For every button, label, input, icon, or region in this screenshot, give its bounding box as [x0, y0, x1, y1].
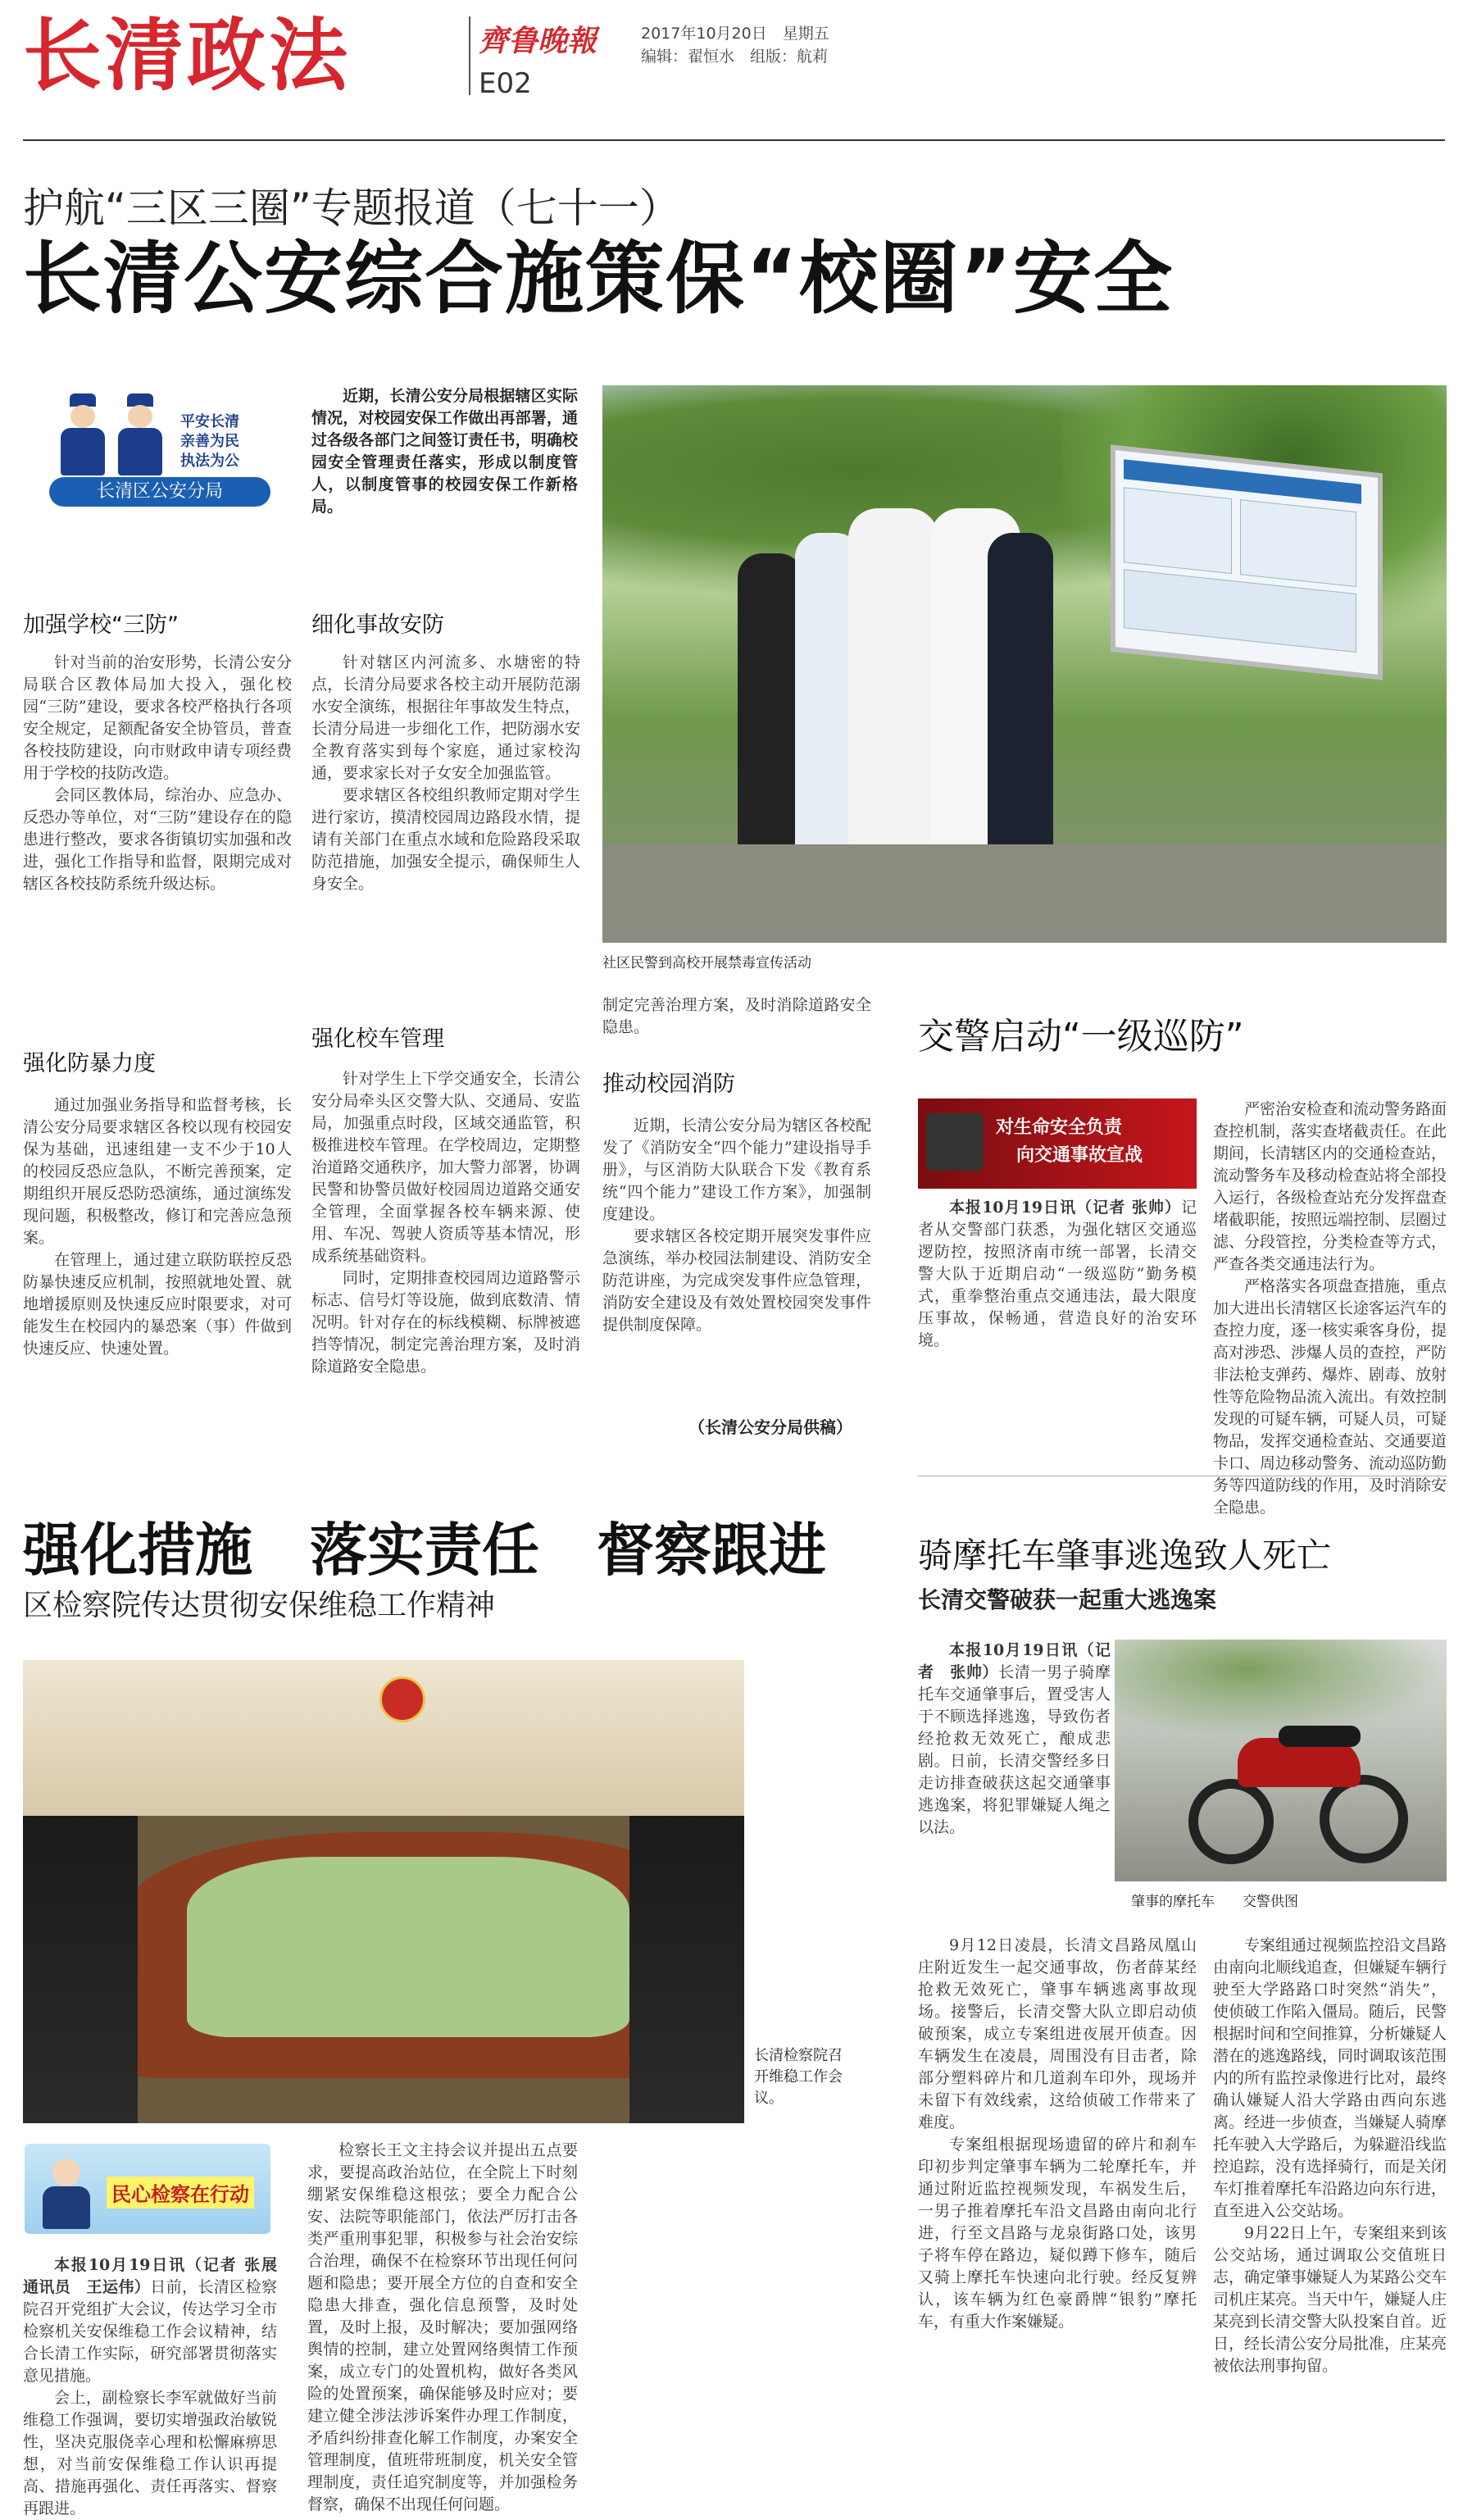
paragraph: 通过加强业务指导和监督考核，长清公安分局要求辖区各校以现有校园安保为基础，迅速组建一支不少于10人的校园反恐应急队，不断完善预案，定期组织开展反恐防恐演练，通过演练发现问题，积极整改，修订和完善应急预案。	[23, 1096, 292, 1247]
police-logo	[25, 385, 295, 516]
sec1-title: 加强学校“三防”	[23, 612, 179, 638]
masthead-rule	[23, 139, 1445, 141]
story1-col3	[602, 1115, 871, 1336]
badge-text: 民心检察在行动	[107, 2177, 254, 2208]
sec3-title: 细化事故安防	[311, 612, 444, 638]
paragraph: 严格落实各项盘查措施，重点加大进出长清辖区长途客运汽车的查控力度，逐一核实乘客身份，提高对涉恐、涉爆人员的查控，严防非法枪支弹药、爆炸、剧毒、放射性等危险物品流入流出。有效控制发现的可疑车辆，可疑人员，可疑物品，发挥交通检查站、交通要道卡口、周边移动警务、流动巡防勤务等四道防线的作用，及时消除安全隐患。	[1213, 1277, 1447, 1517]
story3-headline: 强化措施 落实责任 督察跟进	[23, 1517, 826, 1584]
logo-slogan-3: 执法为公	[180, 453, 239, 470]
story1-col3-cont	[602, 994, 871, 1039]
story1-col1a	[23, 652, 292, 895]
story4-col1b	[918, 1935, 1197, 2333]
police-officer-icon	[115, 393, 164, 475]
story2-headline: 交警启动“一级巡防”	[918, 1016, 1244, 1058]
paragraph: 制定完善治理方案，及时消除道路安全隐患。	[602, 996, 871, 1036]
police-officer-icon	[57, 393, 107, 475]
paragraph: 本报10月19日讯（记者 张帅）长清一男子骑摩托车交通肇事后，置受害人于不顾选择逃逸，导致伤者经抢救无效死亡，酿成悲剧。日前，长清交警经多日走访排查破获这起交通肇事逃逸案，将犯罪嫌疑人绳之以法。	[918, 1641, 1111, 1836]
story1-lead	[311, 385, 578, 518]
masthead	[0, 0, 1463, 102]
editor-line: 编辑：翟恒水 组版：航莉	[641, 48, 829, 66]
lead-text: 近期，长清公安分局根据辖区实际情况，对校园安保工作做出再部署，通过各级各部门之间签订责任书，明确校园安全管理责任落实，形成以制度管人，以制度管事的校园安保工作新格局。	[311, 387, 578, 516]
paragraph: 本报10月19日讯（记者 张展 通讯员 王运伟）日前，长清区检察院召开党组扩大会议，传达学习全市检察机关安保维稳工作会议精神，结合长清工作实际，研究部署贯彻落实意见措施。	[23, 2256, 293, 2385]
paragraph: 要求辖区各校定期开展突发事件应急演练，举办校园法制建设、消防安全防范讲座，为完成突发事件应急管理，消防安全建设及有效处置校园突发事件提供制度保障。	[602, 1227, 871, 1334]
sec5-title: 推动校园消防	[602, 1071, 735, 1097]
story3-subhead: 区检察院传达贯彻安保维稳工作精神	[23, 1589, 496, 1622]
story2-col2	[1213, 1099, 1447, 1519]
paragraph: 在管理上，通过建立联防联控反恐防暴快速反应机制，按照就地处置、就地增援原则及快速反应时限要求，对可能发生在校园内的暴恐案（事）件做到快速反应、快速处置。	[23, 1251, 292, 1358]
date-line: 2017年10月20日 星期五	[641, 25, 829, 43]
section-title: 长清政法	[23, 10, 351, 102]
sec4-title: 强化校车管理	[311, 1026, 444, 1052]
paragraph: 9月12日凌晨，长清文昌路凤凰山庄附近发生一起交通事故，伤者薛某经抢救无效死亡，肇事车辆逃离事故现场。接警后，长清交警大队立即启动侦破预案，成立专案组进夜展开侦查。因车辆发生在凌晨，周围没有目击者，除部分塑料碎片和几道刹车印外，现场并未留下有效线索，这给侦破工作带来了难度。	[918, 1936, 1197, 2131]
motorcycle-photo-caption: 肇事的摩托车 交警供图	[1131, 1894, 1298, 1910]
logo-slogan-1: 平安长清	[180, 413, 239, 430]
story2-banner	[918, 1099, 1197, 1189]
story1-headline: 长清公安综合施策保“校圈”安全	[23, 233, 1174, 325]
masthead-divider	[469, 16, 470, 95]
story4-col1	[918, 1640, 1111, 1839]
story4-col2	[1213, 1935, 1447, 2377]
paragraph: 9月22日上午，专案组来到该公交站场，通过调取公交值班日志，确定肇事嫌疑人为某路公交车司机庄某亮。当天中午，嫌疑人庄某亮到长清交警大队投案自首。近日，经长清公安分局批准，庄某亮被依法刑事拘留。	[1213, 2224, 1447, 2375]
story1-kicker: 护航“三区三圈”专题报道（七十一）	[23, 184, 680, 232]
paragraph: 专案组根据现场遗留的碎片和刹车印初步判定肇事车辆为二轮摩托车，并通过附近监控视频发现，车祸发生后，一男子推着摩托车沿文昌路由南向北行进，行至文昌路与龙泉街路口处，该男子将车停在路边，疑似蹲下修车，随后又骑上摩托车快速向北行驶。经反复辨认，该车辆为红色豪爵牌“银豹”摩托车，有重大作案嫌疑。	[918, 2136, 1197, 2331]
story1-col2b	[311, 1068, 580, 1378]
story2-col1	[918, 1197, 1197, 1352]
sec2-title: 强化防暴力度	[23, 1051, 156, 1076]
paragraph: 专案组通过视频监控沿文昌路由南向北顺线追查，但嫌疑车辆行驶至大学路路口时突然“消失”，使侦破工作陷入僵局。随后，民警根据时间和空间推算，分析嫌疑人潜在的逃逸路线，同时调取该范围内的所有监控录像进行比对，最终确认嫌疑人沿大学路由西向东逃离。经进一步侦查，当嫌疑人骑摩托车驶入大学路后，为躲避沿线监控追踪，没有选择骑行，而是关闭车灯推着摩托车沿路边向东行进，直至进入公交站场。	[1213, 1936, 1447, 2220]
paragraph: 近期，长清公安分局为辖区各校配发了《消防安全“四个能力”建设指导手册》，与区消防大队联合下发《教育系统“四个能力”建设工作方案》，加强制度建设。	[602, 1117, 871, 1223]
motorcycle-photo	[1115, 1640, 1447, 1881]
story3-badge	[25, 2144, 270, 2234]
page-number: E02	[479, 67, 532, 100]
banner-line2: 向交通事故宣战	[1016, 1145, 1143, 1166]
paragraph: 会上，副检察长李军就做好当前维稳工作强调，要切实增强政治敏锐性，坚决克服侥幸心理和松懈麻痹思想，对当前安保维稳工作认识再提高、措施再强化、责任再落实、督察再跟进。	[23, 2389, 277, 2518]
paragraph: 针对辖区内河流多、水塘密的特点，长清分局要求各校主动开展防范溺水安全演练，根据往年事故发生特点，长清分局进一步细化工作，把防溺水安全教育落实到每个家庭，通过家校沟通，要求家长对子女安全加强监管。	[311, 653, 580, 782]
story1-col2a	[311, 652, 580, 895]
prosecutor-icon	[38, 2158, 95, 2229]
paragraph: 本报10月19日讯（记者 张帅）记者从交警部门获悉，为强化辖区交通巡逻防控，按照济南市统一部署，长清交警大队于近期启动“一级巡防”勤务模式，重拳整治重点交通违法，最大限度压事故，保畅通，营造良好的治安环境。	[918, 1199, 1197, 1349]
paragraph: 针对学生上下学交通安全，长清公安分局牵头区交警大队、交通局、安监局，加强重点时段，区域交通监管，积极推进校车管理。在学校周边，定期整治道路交通秩序，加大警力部署，协调民警和协警员做好校园周边道路交通安全管理，全面掌握各校车辆来源、使用、车况、驾驶人资质等基本情况，形成系统基础资料。	[311, 1070, 580, 1265]
logo-bureau: 长清区公安分局	[49, 477, 270, 507]
banner-line1: 对生命安全负责	[996, 1117, 1123, 1138]
paragraph: 检察长王文主持会议并提出五点要求，要提高政治站位，在全院上下时刻绷紧安保维稳这根弦；要全力配合公安、法院等职能部门，依法严厉打击各类严重刑事犯罪，积极参与社会治安综合治理，确保不在检察环节出现任何问题和隐患；要开展全方位的自查和安全隐患大排查，强化信息预警，及时处置，及时上报，及时解决；要加强网络舆情的控制，建立处置网络舆情工作预案，成立专门的处置机构，做好各类风险的处置预案，确保能够及时应对；要建立健全涉法涉诉案件办理工作制度，矛盾纠纷排查化解工作制度，办案安全管理制度，值班带班制度，机关安全管理制度，责任追究制度等，并加强检务督察，确保不出现任何问题。	[307, 2141, 578, 2513]
paragraph: 要求辖区各校组织教师定期对学生进行家访，摸清校园周边路段水情，提请有关部门在重点水域和危险路段采取防范措施，加强安全提示，确保师生人身安全。	[311, 786, 580, 893]
story4-subhead: 长清交警破获一起重大逃逸案	[918, 1586, 1217, 1613]
paragraph: 严密治安检查和流动警务路面查控机制，落实查堵截责任。在此期间，长清辖区内的交通检查站，流动警务车及移动检查站将全部投入运行，各级检查站充分发挥盘查堵截职能，按照远端控制、层圈过滤、分段管控，分类检查等方式，严查各类交通违法行为。	[1213, 1100, 1447, 1273]
paragraph: 会同区教体局，综治办、应急办、反恐办等单位，对“三防”建设存在的隐患进行整改，要求各街镇切实加强和改进，强化工作指导和监督，限期完成对辖区各校技防系统升级达标。	[23, 786, 292, 893]
story3-col2	[307, 2140, 578, 2516]
logo-slogan-2: 亲善为民	[180, 433, 239, 450]
dateline: 本报10月19日讯（记者 张展 通讯员 王运伟）	[23, 2256, 293, 2296]
campus-photo	[602, 385, 1447, 943]
story1-credit: （长清公安分局供稿）	[688, 1417, 852, 1437]
meeting-photo	[23, 1660, 744, 2123]
story1-col1b	[23, 1094, 292, 1360]
story4-headline: 骑摩托车肇事逃逸致人死亡	[918, 1535, 1332, 1576]
paragraph: 针对当前的治安形势，长清公安分局联合区教体局加大投入，强化校园“三防”建设，要求各校严格执行各项安全规定，足额配备安全协管员，普查各校技防建设，向市财政申请专项经费用于学校的技防改造。	[23, 653, 292, 782]
campus-photo-caption: 社区民警到高校开展禁毒宣传活动	[602, 955, 811, 971]
meeting-photo-caption: 长清检察院召开维稳工作会议。	[754, 2047, 843, 2107]
paper-name: 齊鲁晚報	[479, 24, 597, 58]
dateline: 本报10月19日讯（记者 张帅）	[949, 1199, 1181, 1217]
paragraph: 同时，定期排查校园周边道路警示标志、信号灯等设施，做到底数清、情况明。针对存在的标线模糊、标牌被遮挡等情况，制定完善治理方案，及时消除道路安全隐患。	[311, 1269, 580, 1376]
dateline: 本报10月19日讯（记者 张帅）	[918, 1641, 1111, 1681]
story3-col1	[23, 2254, 293, 2520]
